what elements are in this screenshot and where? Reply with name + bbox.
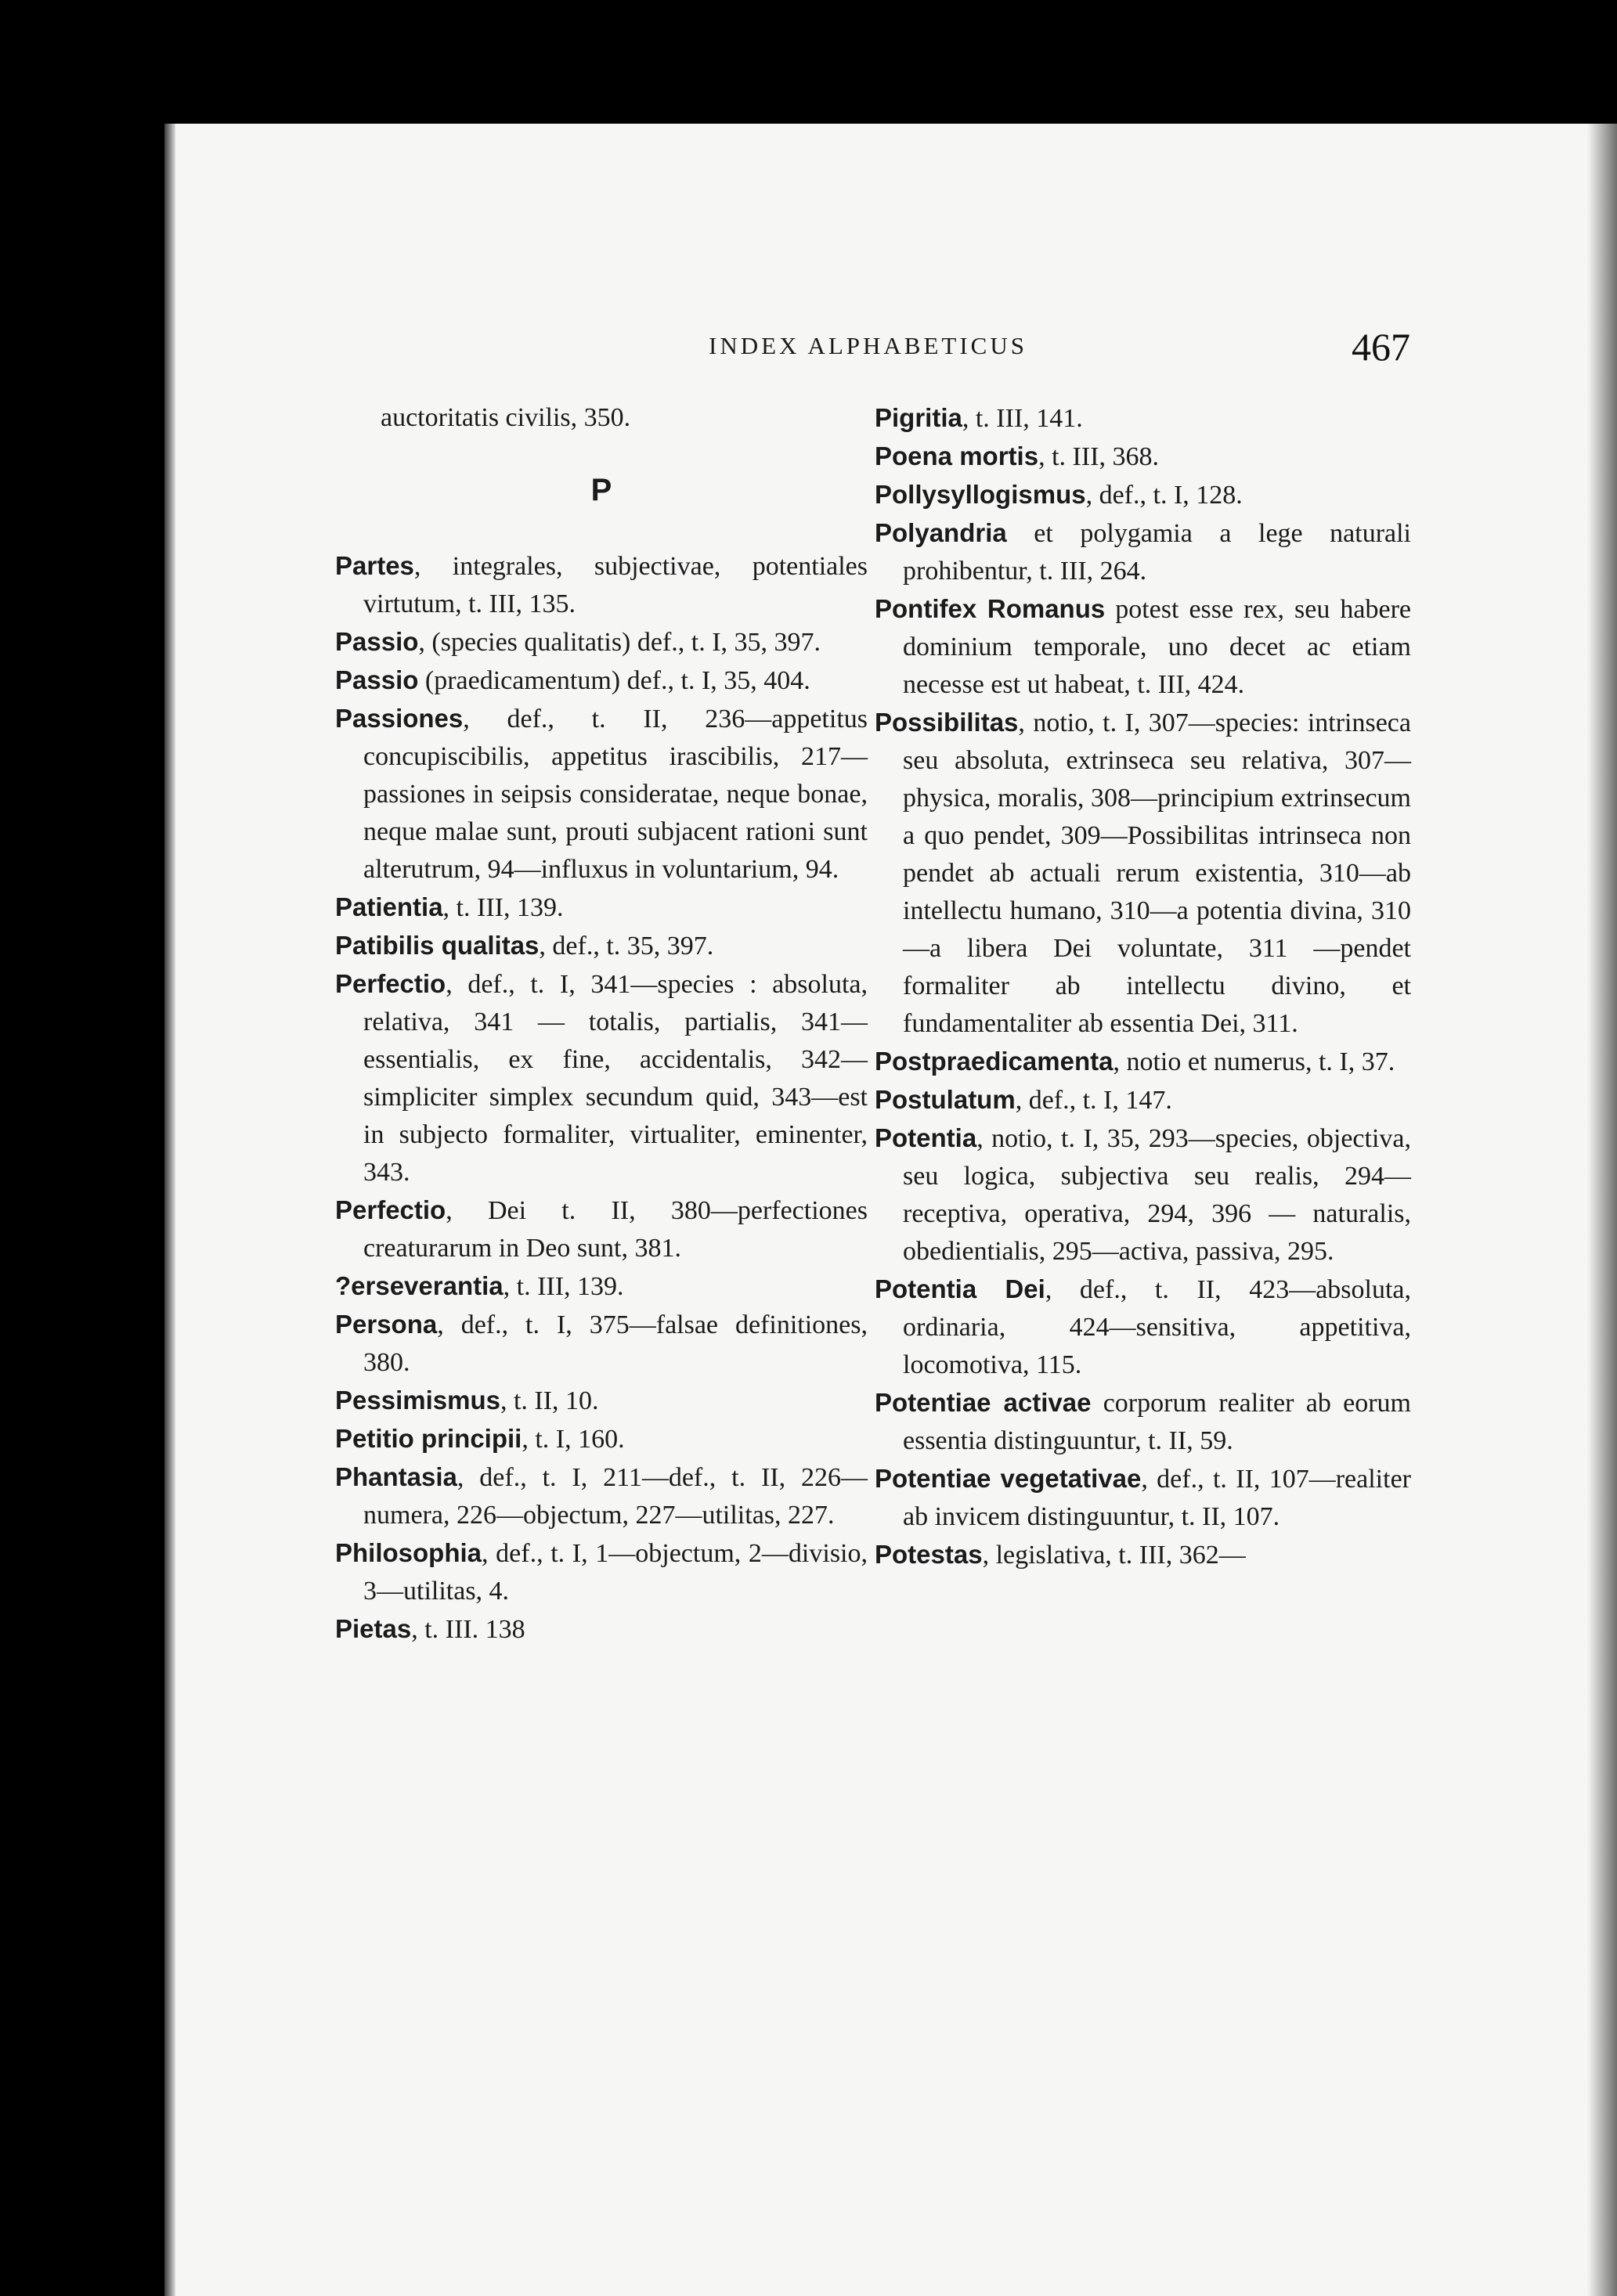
entry-text: , def., t. I, 375—falsae definitiones, 380.: [363, 1310, 868, 1377]
index-entry: [875, 590, 1411, 704]
index-entry: [335, 1191, 868, 1267]
index-entry: [335, 1382, 868, 1420]
entry-text: , t. III, 139.: [442, 893, 564, 922]
entry-text: , def., t. II, 423—absoluta, ordinaria, 424—sensitiva, appetitiva, locomotiva, 115.: [903, 1275, 1412, 1379]
index-entry: [335, 1267, 868, 1306]
entry-headword: Postpraedicamenta: [875, 1047, 1113, 1076]
entry-text: , legislativa, t. III, 362—: [982, 1541, 1246, 1570]
entry-text: , t. II, 10.: [500, 1386, 599, 1415]
index-entry: [875, 1043, 1411, 1081]
left-entries: [335, 547, 868, 1649]
entry-headword: ?erseverantia: [335, 1271, 504, 1300]
right-entries: [875, 399, 1411, 1574]
entry-headword: Potentia: [875, 1123, 977, 1152]
page-edge: [164, 124, 175, 2296]
index-entry: [875, 1081, 1411, 1119]
entry-text: , def., t. I, 211—def., t. II, 226—numera, 226—objectum, 227—utilitas, 227.: [363, 1463, 868, 1530]
continuation-line: auctoritatis civilis, 350.: [381, 403, 631, 432]
entry-text: , t. III, 141.: [962, 404, 1083, 433]
entry-headword: Possibilitas: [875, 708, 1019, 737]
entry-headword: Pollysyllogismus: [875, 480, 1086, 509]
entry-headword: Perfectio: [335, 1195, 446, 1224]
entry-headword: Patientia: [335, 892, 443, 921]
binding-shadow: [1587, 124, 1617, 2296]
index-entry: [335, 700, 868, 888]
entry-headword: Polyandria: [875, 518, 1007, 547]
entry-text: , notio et numerus, t. I, 37.: [1113, 1047, 1395, 1076]
entry-headword: Phantasia: [335, 1462, 457, 1491]
index-entry: [875, 1119, 1411, 1271]
index-entry: [335, 1610, 868, 1649]
index-entry: [875, 476, 1411, 514]
page-number: 467: [1352, 325, 1410, 369]
index-entry: [875, 1384, 1411, 1460]
entry-headword: Potentiae activae: [875, 1388, 1092, 1417]
entry-headword: Poena mortis: [875, 442, 1039, 470]
index-entry: [335, 1420, 868, 1458]
section-letter: P: [590, 473, 612, 507]
entry-text: potest esse rex, seu habere dominium temporale, uno decet ac etiam necesse est ut habeat, t. III, 424.: [903, 595, 1411, 699]
index-entry: [335, 1458, 868, 1534]
entry-headword: Patibilis qualitas: [335, 931, 540, 960]
entry-headword: Passio: [335, 627, 419, 656]
entry-headword: Pontifex Romanus: [875, 594, 1106, 623]
entry-headword: Perfectio: [335, 969, 446, 998]
entry-text: , def., t. I, 341—species : absoluta, relativa, 341 — totalis, partialis, 341—essentialis, ex fine, accidentalis, 342—simpliciter simplex secundum quid, 343—est in subjecto formaliter, virtualiter, eminenter, 343.: [363, 970, 868, 1187]
entry-headword: Potentia Dei: [875, 1274, 1045, 1303]
index-entry: [875, 1460, 1411, 1536]
index-entry: [875, 704, 1411, 1043]
entry-headword: Passiones: [335, 704, 464, 733]
index-entry: [875, 399, 1411, 438]
entry-text: , notio, t. I, 35, 293—species, objectiva, seu logica, subjectiva seu realis, 294—receptiva, operativa, 294, 396 — naturalis, obedientialis, 295—activa, passiva, 295.: [903, 1124, 1411, 1266]
entry-headword: Pigritia: [875, 403, 962, 432]
entry-headword: Postulatum: [875, 1085, 1016, 1114]
index-entry: [875, 438, 1411, 476]
entry-text: , def., t. 35, 397.: [539, 932, 714, 961]
entry-text: et polygamia a lege naturali prohibentur, t. III, 264.: [903, 519, 1411, 586]
entry-text: , t. I, 160.: [522, 1425, 625, 1454]
index-entry: [335, 965, 868, 1191]
index-entry: [335, 623, 868, 661]
entry-text: , Dei t. II, 380—perfectiones creaturarum in Deo sunt, 381.: [363, 1196, 868, 1263]
running-head: INDEX ALPHABETICUS: [709, 332, 1027, 359]
entry-headword: Passio: [335, 665, 419, 694]
entry-text: , integrales, subjectivae, potentiales virtutum, t. III, 135.: [363, 552, 868, 618]
entry-text: , t. III. 138: [411, 1615, 525, 1644]
entry-text: , def., t. I, 147.: [1015, 1086, 1172, 1115]
entry-text: , (species qualitatis) def., t. I, 35, 397.: [418, 628, 821, 657]
index-entry: [335, 661, 868, 700]
entry-headword: Pietas: [335, 1614, 412, 1643]
index-entry: [335, 1306, 868, 1382]
left-column: [335, 399, 868, 1649]
entry-headword: Petitio principii: [335, 1424, 522, 1453]
entry-text: , notio, t. I, 307—species: intrinseca seu absoluta, extrinseca seu relativa, 307—physica, moralis, 308—principium extrinsecum a quo pendet, 309—Possibilitas intrinseca non pendet ab actuali rerum existentia, 310—ab intellectu humano, 310—a potentia divina, 310—a libera Dei voluntate, 311 —pendet formaliter ab intellectu divino, et fundamentaliter ab essentia Dei, 311.: [903, 708, 1411, 1038]
index-entry: [875, 1271, 1411, 1384]
right-column: [875, 399, 1411, 1574]
entry-text: , def., t. II, 236—appetitus concupiscibilis, appetitus irascibilis, 217—passiones in seipsis consideratae, neque bonae, neque malae sunt, prouti subjacent rationi sunt alterutrum, 94—influxus in voluntarium, 94.: [363, 705, 868, 884]
index-entry: [335, 888, 868, 927]
entry-headword: Pessimismus: [335, 1386, 500, 1415]
entry-text: corporum realiter ab eorum essentia distinguuntur, t. II, 59.: [903, 1389, 1411, 1455]
entry-headword: Partes: [335, 551, 414, 580]
entry-text: , def., t. II, 107—realiter ab invicem distinguuntur, t. II, 107.: [903, 1465, 1411, 1531]
index-entry: [335, 1534, 868, 1610]
entry-headword: Potestas: [875, 1540, 983, 1569]
entry-headword: Potentiae vegetativae: [875, 1464, 1142, 1493]
entry-text: (praedicamentum) def., t. I, 35, 404.: [418, 666, 810, 695]
index-entry: [335, 547, 868, 623]
entry-headword: Philosophia: [335, 1538, 482, 1567]
entry-headword: Persona: [335, 1310, 438, 1339]
index-entry: [875, 1536, 1411, 1574]
entry-text: , t. III, 368.: [1038, 442, 1159, 471]
entry-text: , def., t. I, 1—objectum, 2—divisio, 3—utilitas, 4.: [363, 1539, 868, 1606]
index-entry: [875, 514, 1411, 590]
index-entry: [335, 927, 868, 965]
entry-text: , def., t. I, 128.: [1085, 481, 1243, 510]
entry-text: , t. III, 139.: [503, 1272, 624, 1301]
